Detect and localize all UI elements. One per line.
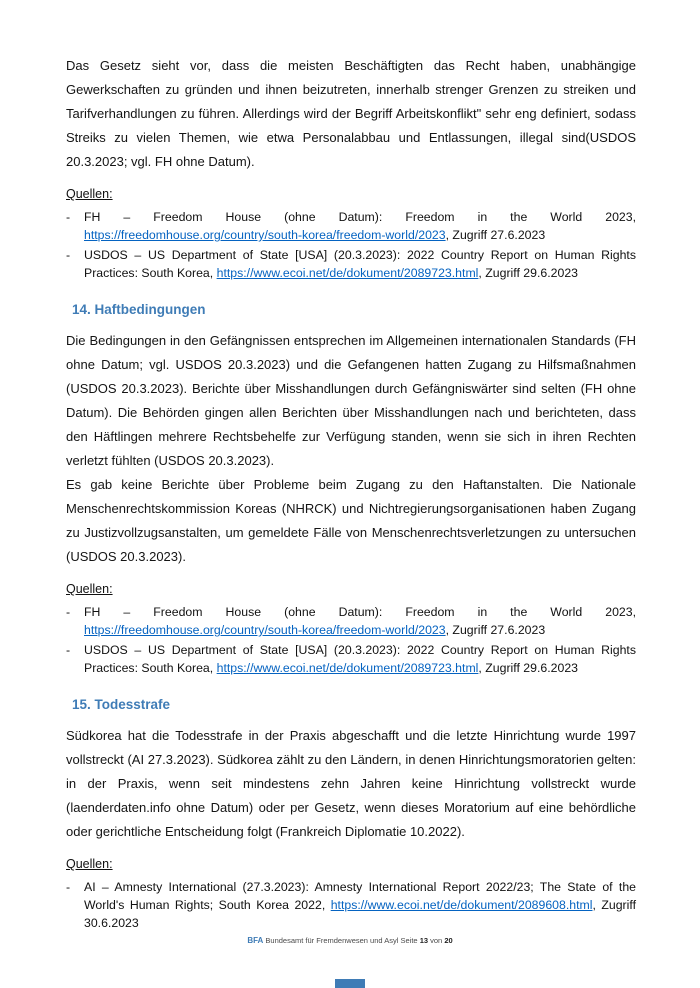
source-access-date: , Zugriff 27.6.2023 [445, 623, 546, 637]
source-item [66, 208, 636, 244]
source-citation: AI – Amnesty International (27.3.2023): Amnesty International Report 2022/23; The State of the World's Human Rights; South Korea 2022, [84, 880, 636, 912]
source-item [66, 641, 636, 677]
source-citation: USDOS – US Department of State [USA] (20.3.2023): 2022 Country Report on Human Rights Practices: South Korea, [84, 643, 636, 675]
source-item [66, 603, 636, 639]
source-item [66, 878, 636, 932]
bfa-brand-text: BFA [247, 936, 264, 945]
footer-page-number: 13 [419, 936, 429, 945]
section-heading-14: 14. Haftbedingungen [72, 302, 206, 317]
sources-label: Quellen: [66, 187, 113, 201]
sources-block-intro [66, 186, 636, 282]
bullet-dash: - [66, 248, 71, 262]
sources-block-section-15 [66, 856, 636, 932]
source-text [84, 605, 636, 637]
paragraph-labor-law: Das Gesetz sieht vor, dass die meisten Beschäftigten das Recht haben, unabhängige Gewerkschaften zu gründen und ihnen beizutreten, innerhalb strenger Grenzen zu streiken und Tarifverhandlungen zu führen. Allerdings wird der Begriff Arbeitskonflikt" sehr eng definiert, sodass Streiks zu vielen Themen, wie etwa Personalabbau und Entlassungen, illegal sind(USDOS 20.3.2023; vgl. FH ohne Datum). [66, 58, 636, 169]
paragraph-prison-conditions-1: Die Bedingungen in den Gefängnissen entsprechen im Allgemeinen internationalen Standards (FH ohne Datum; vgl. USDOS 20.3.2023) und die Gefangenen hatten Zugang zu Hilfsmaßnahmen (USDOS 20.3.2023). Berichte über Misshandlungen durch Gefängniswärter sind selten (FH ohne Datum). Die Behörden gingen allen Berichten über Misshandlungen nach und berichteten, dass den Häftlingen mehrere Rechtsbehelfe zur Verfügung standen, wenn sie sich in ihren Rechten verletzt fühlten (USDOS 20.3.2023). [66, 333, 636, 468]
sources-label: Quellen: [66, 582, 113, 596]
paragraph-death-penalty: Südkorea hat die Todesstrafe in der Praxis abgeschafft und die letzte Hinrichtung wurde 1997 vollstreckt (AI 27.3.2023). Südkorea zählt zu den Ländern, in denen Hinrichtungsmoratorien gelten: in der Praxis, wenn seit mindestens zehn Jahren keine Hinrichtung vollstreckt wurde (laenderdaten.info ohne Datum) oder per Gesetz, wenn dieses Moratorium auf eine behördliche oder gerichtliche Entscheidung folgt (Frankreich Diplomatie 10.2022). [66, 728, 636, 839]
footer-page-word: Seite [400, 936, 418, 945]
source-access-date: , Zugriff 29.6.2023 [478, 661, 579, 675]
bullet-dash: - [66, 880, 71, 894]
bullet-dash: - [66, 605, 71, 619]
source-access-date: , Zugriff 30.6.2023 [84, 898, 636, 930]
source-citation: USDOS – US Department of State [USA] (20.3.2023): 2022 Country Report on Human Rights Practices: South Korea, [84, 248, 636, 280]
source-link[interactable]: https://www.ecoi.net/de/dokument/2089723.html [216, 661, 479, 675]
source-item [66, 246, 636, 282]
paragraph-prison-conditions-2: Es gab keine Berichte über Probleme beim Zugang zu den Haftanstalten. Die Nationale Menschenrechtskommission Koreas (NHRCK) und Nichtregierungsorganisationen haben Zugang zu Justizvollzugsanstalten, um gemeldete Fälle von Menschenrechtsverletzungen zu untersuchen (USDOS 20.3.2023). [66, 477, 636, 564]
source-link[interactable]: https://www.ecoi.net/de/dokument/2089723.html [216, 266, 479, 280]
source-access-date: , Zugriff 27.6.2023 [445, 228, 546, 242]
footer-of-word: von [430, 936, 443, 945]
source-text [84, 210, 636, 242]
source-access-date: , Zugriff 29.6.2023 [478, 266, 579, 280]
footer-org-name: Bundesamt für Fremdenwesen und Asyl [265, 936, 399, 945]
source-text [84, 880, 636, 930]
source-citation: FH – Freedom House (ohne Datum): Freedom in the World 2023, [84, 210, 636, 224]
source-link[interactable]: https://freedomhouse.org/country/south-korea/freedom-world/2023 [84, 228, 446, 242]
sources-block-section-14 [66, 581, 636, 677]
source-text [84, 643, 636, 675]
source-citation: FH – Freedom House (ohne Datum): Freedom in the World 2023, [84, 605, 636, 619]
page-footer [0, 936, 700, 946]
section-heading-15: 15. Todesstrafe [72, 697, 171, 712]
footer-page-total: 20 [444, 936, 453, 945]
next-page-logo-fragment [335, 979, 365, 988]
source-text [84, 248, 636, 280]
source-link[interactable]: https://freedomhouse.org/country/south-korea/freedom-world/2023 [84, 623, 446, 637]
bullet-dash: - [66, 210, 71, 224]
source-link[interactable]: https://www.ecoi.net/de/dokument/2089608.html [330, 898, 593, 912]
bullet-dash: - [66, 643, 71, 657]
sources-label: Quellen: [66, 857, 113, 871]
